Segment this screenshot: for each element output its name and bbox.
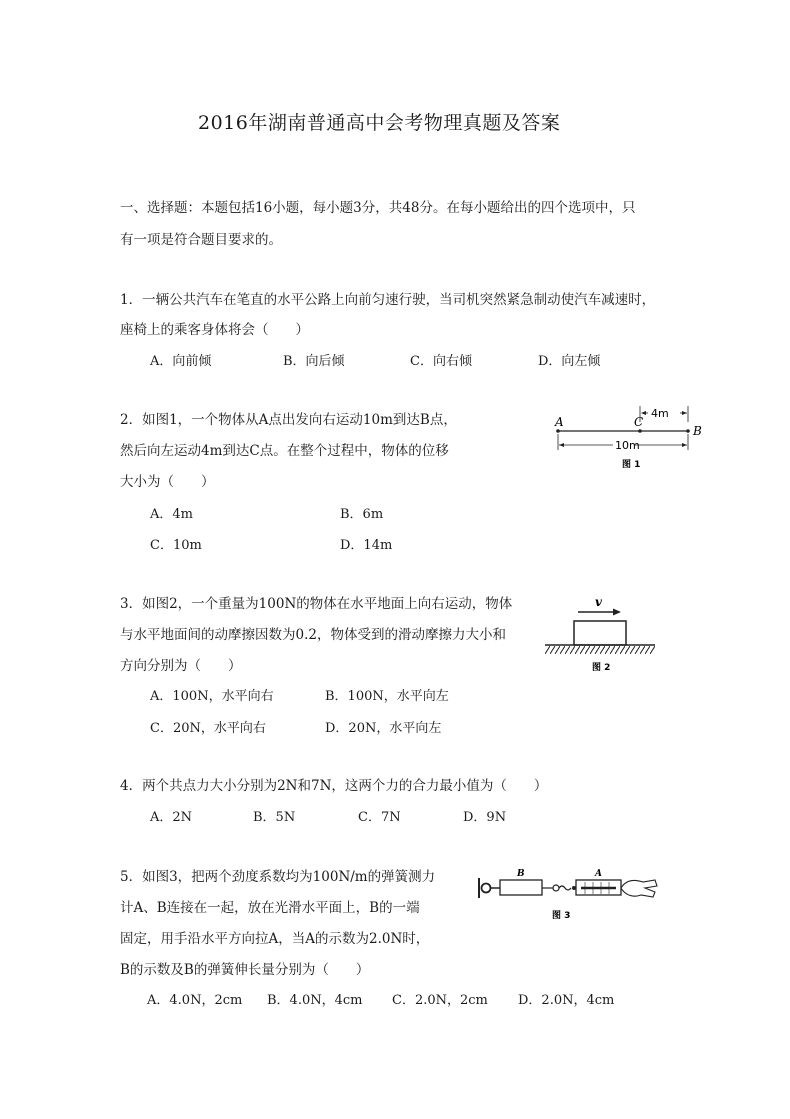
question-1-option-a: A．向前倾 bbox=[150, 354, 212, 369]
question-3-option-d: D．20N，水平向左 bbox=[325, 721, 442, 736]
figure-2-label-v: v bbox=[595, 595, 602, 609]
question-4-option-b: B．5N bbox=[253, 810, 296, 825]
section-instructions-line2: 有一项是符合题目要求的。 bbox=[120, 232, 282, 248]
question-5-line3: 固定，用手沿水平方向拉A，当A的示数为2.0N时， bbox=[120, 931, 430, 947]
question-1-line2: 座椅上的乘客身体将会（ ） bbox=[120, 322, 309, 338]
figure-2-caption: 图 2 bbox=[592, 663, 611, 673]
question-2-line3: 大小为（ ） bbox=[120, 474, 215, 490]
question-2-line2: 然后向左运动4m到达C点。在整个过程中，物体的位移 bbox=[120, 443, 449, 459]
question-5-line4: B的示数及B的弹簧伸长量分别为（ ） bbox=[120, 962, 370, 978]
figure-1-label-b: B bbox=[693, 424, 702, 438]
question-1-option-c: C．向右倾 bbox=[410, 354, 472, 369]
question-5-option-b: B．4.0N，4cm bbox=[267, 993, 363, 1008]
question-2-line1: 2．如图1，一个物体从A点出发向右运动10m到达B点， bbox=[120, 412, 457, 428]
figure-1-caption: 图 1 bbox=[622, 460, 641, 470]
question-4-line1: 4．两个共点力大小分别为2N和7N，这两个力的合力最小值为（ ） bbox=[120, 778, 548, 794]
question-5-option-d: D．2.0N，4cm bbox=[518, 993, 615, 1008]
question-2-option-c: C．10m bbox=[150, 538, 202, 553]
velocity-arrow-icon bbox=[613, 609, 621, 616]
question-2-option-b: B．6m bbox=[340, 507, 384, 522]
question-5-option-a: A．4.0N，2cm bbox=[147, 993, 243, 1008]
question-5-line2: 计A、B连接在一起，放在光滑水平面上，B的一端 bbox=[120, 900, 420, 916]
figure-3-label-b: B bbox=[517, 869, 525, 879]
hand-icon bbox=[621, 880, 657, 897]
question-1-option-d: D．向左倾 bbox=[538, 354, 601, 369]
question-3-line1: 3．如图2，一个重量为100N的物体在水平地面上向右运动，物体 bbox=[120, 596, 513, 612]
question-5-line1: 5．如图3，把两个劲度系数均为100N/m的弹簧测力 bbox=[120, 869, 436, 885]
question-3-option-b: B．100N，水平向左 bbox=[325, 689, 449, 704]
question-3-line3: 方向分别为（ ） bbox=[120, 658, 242, 674]
figure-3 bbox=[475, 858, 660, 928]
figure-1-label-10m: 10m bbox=[615, 439, 640, 452]
question-2-option-a: A．4m bbox=[150, 507, 193, 522]
question-4-option-d: D．9N bbox=[463, 810, 507, 825]
section-instructions-line1: 一、选择题：本题包括16小题，每小题3分，共48分。在每小题给出的四个选项中，只 bbox=[120, 200, 636, 216]
question-1-line1: 1．一辆公共汽车在笔直的水平公路上向前匀速行驶，当司机突然紧急制动使汽车减速时， bbox=[120, 292, 656, 308]
spring-scale-b bbox=[500, 880, 542, 895]
figure-1-label-a: A bbox=[555, 415, 564, 429]
question-4-option-c: C．7N bbox=[358, 810, 401, 825]
figure-3-caption: 图 3 bbox=[552, 911, 571, 921]
question-2-option-d: D．14m bbox=[340, 538, 393, 553]
figure-1 bbox=[545, 400, 715, 480]
question-4-option-a: A．2N bbox=[150, 810, 193, 825]
figure-3-label-a: A bbox=[595, 869, 602, 879]
figure-2 bbox=[545, 590, 657, 680]
figure-2-block bbox=[574, 621, 626, 645]
question-1-option-b: B．向后倾 bbox=[283, 354, 345, 369]
question-3-option-c: C．20N，水平向右 bbox=[150, 721, 266, 736]
figure-1-label-c: C bbox=[634, 415, 644, 429]
question-5-option-c: C．2.0N，2cm bbox=[392, 993, 488, 1008]
page-title: 2016年湖南普通高中会考物理真题及答案 bbox=[198, 112, 561, 134]
figure-1-label-4m: 4m bbox=[651, 407, 669, 420]
question-3-line2: 与水平地面间的动摩擦因数为0.2，物体受到的滑动摩擦力大小和 bbox=[120, 627, 506, 643]
question-3-option-a: A．100N，水平向右 bbox=[150, 689, 274, 704]
